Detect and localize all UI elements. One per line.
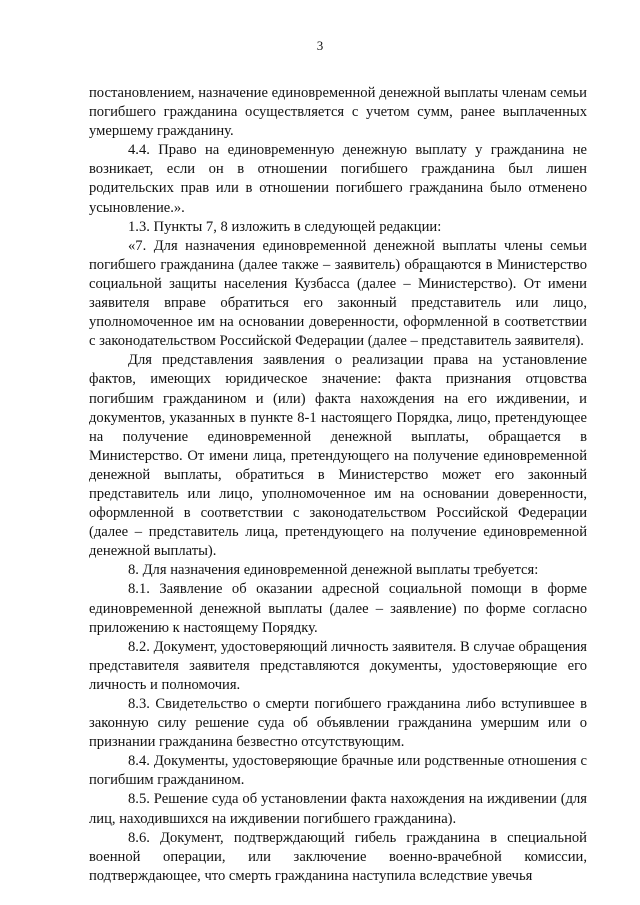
paragraph-7: «7. Для назначения единовременной денежной выплаты члены семьи погибшего гражданина (далее также – заявитель) обращаются в Министерство социальной защиты населения Кузбасса (далее – Министерство). От имени заявителя вправе обратиться его законный представитель или лицо, уполномоченное им на основании доверенности, оформленной в соответствии с законодательством Российской Федерации (далее – представитель заявителя). [89, 237, 587, 350]
paragraph-8-6: 8.6. Документ, подтверждающий гибель гражданина в специальной военной операции, или заключение военно-врачебной комиссии, подтверждающее, что смерть гражданина наступила вследствие увечья [89, 829, 587, 884]
paragraph-1-3: 1.3. Пункты 7, 8 изложить в следующей редакции: [128, 218, 442, 235]
paragraph-continuation: постановлением, назначение единовременной денежной выплаты членам семьи погибшего гражданина осуществляется с учетом сумм, ранее выплаченных умершему гражданину. [89, 85, 587, 140]
paragraph-8: 8. Для назначения единовременной денежной выплаты требуется: [128, 562, 539, 579]
paragraph-8-1: 8.1. Заявление об оказании адресной социальной помощи в форме единовременной денежной выплаты (далее – заявление) по форме согласно приложению к настоящему Порядку. [89, 581, 587, 636]
paragraph-8-3: 8.3. Свидетельство о смерти погибшего гражданина либо вступившее в законную силу решение суда об объявлении гражданина умершим или о признании гражданина безвестно отсутствующим. [89, 696, 587, 751]
paragraph-4-4: 4.4. Право на единовременную денежную выплату у гражданина не возникает, если он в отношении погибшего гражданина был лишен родительских прав или в отношении погибшего гражданина было отменено усыновление.». [89, 142, 587, 216]
paragraph-7-representation: Для представления заявления о реализации права на установление фактов, имеющих юридическое значение: факта признания отцовства погибшим гражданином и (или) факта нахождения на его иждивении, и документов, указанных в пункте 8-1 настоящего Порядка, лицо, претендующее на получение единовременной денежной выплаты, обращается в Министерство. От имени лица, претендующего на получение единовременной денежной выплаты, обратиться в Министерство может его законный представитель или лицо, уполномоченное им на основании доверенности, оформленной в соответствии с законодательством Российской Федерации (далее – представитель лица, претендующего на получение единовременной денежной выплаты). [89, 352, 587, 560]
paragraph-8-5: 8.5. Решение суда об установлении факта нахождения на иждивении (для лиц, находившихся на иждивении погибшего гражданина). [89, 791, 587, 827]
paragraph-8-4: 8.4. Документы, удостоверяющие брачные или родственные отношения с погибшим гражданином. [89, 753, 587, 789]
document-body [89, 84, 587, 886]
page-number: 3 [316, 38, 324, 53]
paragraph-8-2: 8.2. Документ, удостоверяющий личность заявителя. В случае обращения представителя заявителя представляются документы, удостоверяющие его личность и полномочия. [89, 638, 587, 693]
